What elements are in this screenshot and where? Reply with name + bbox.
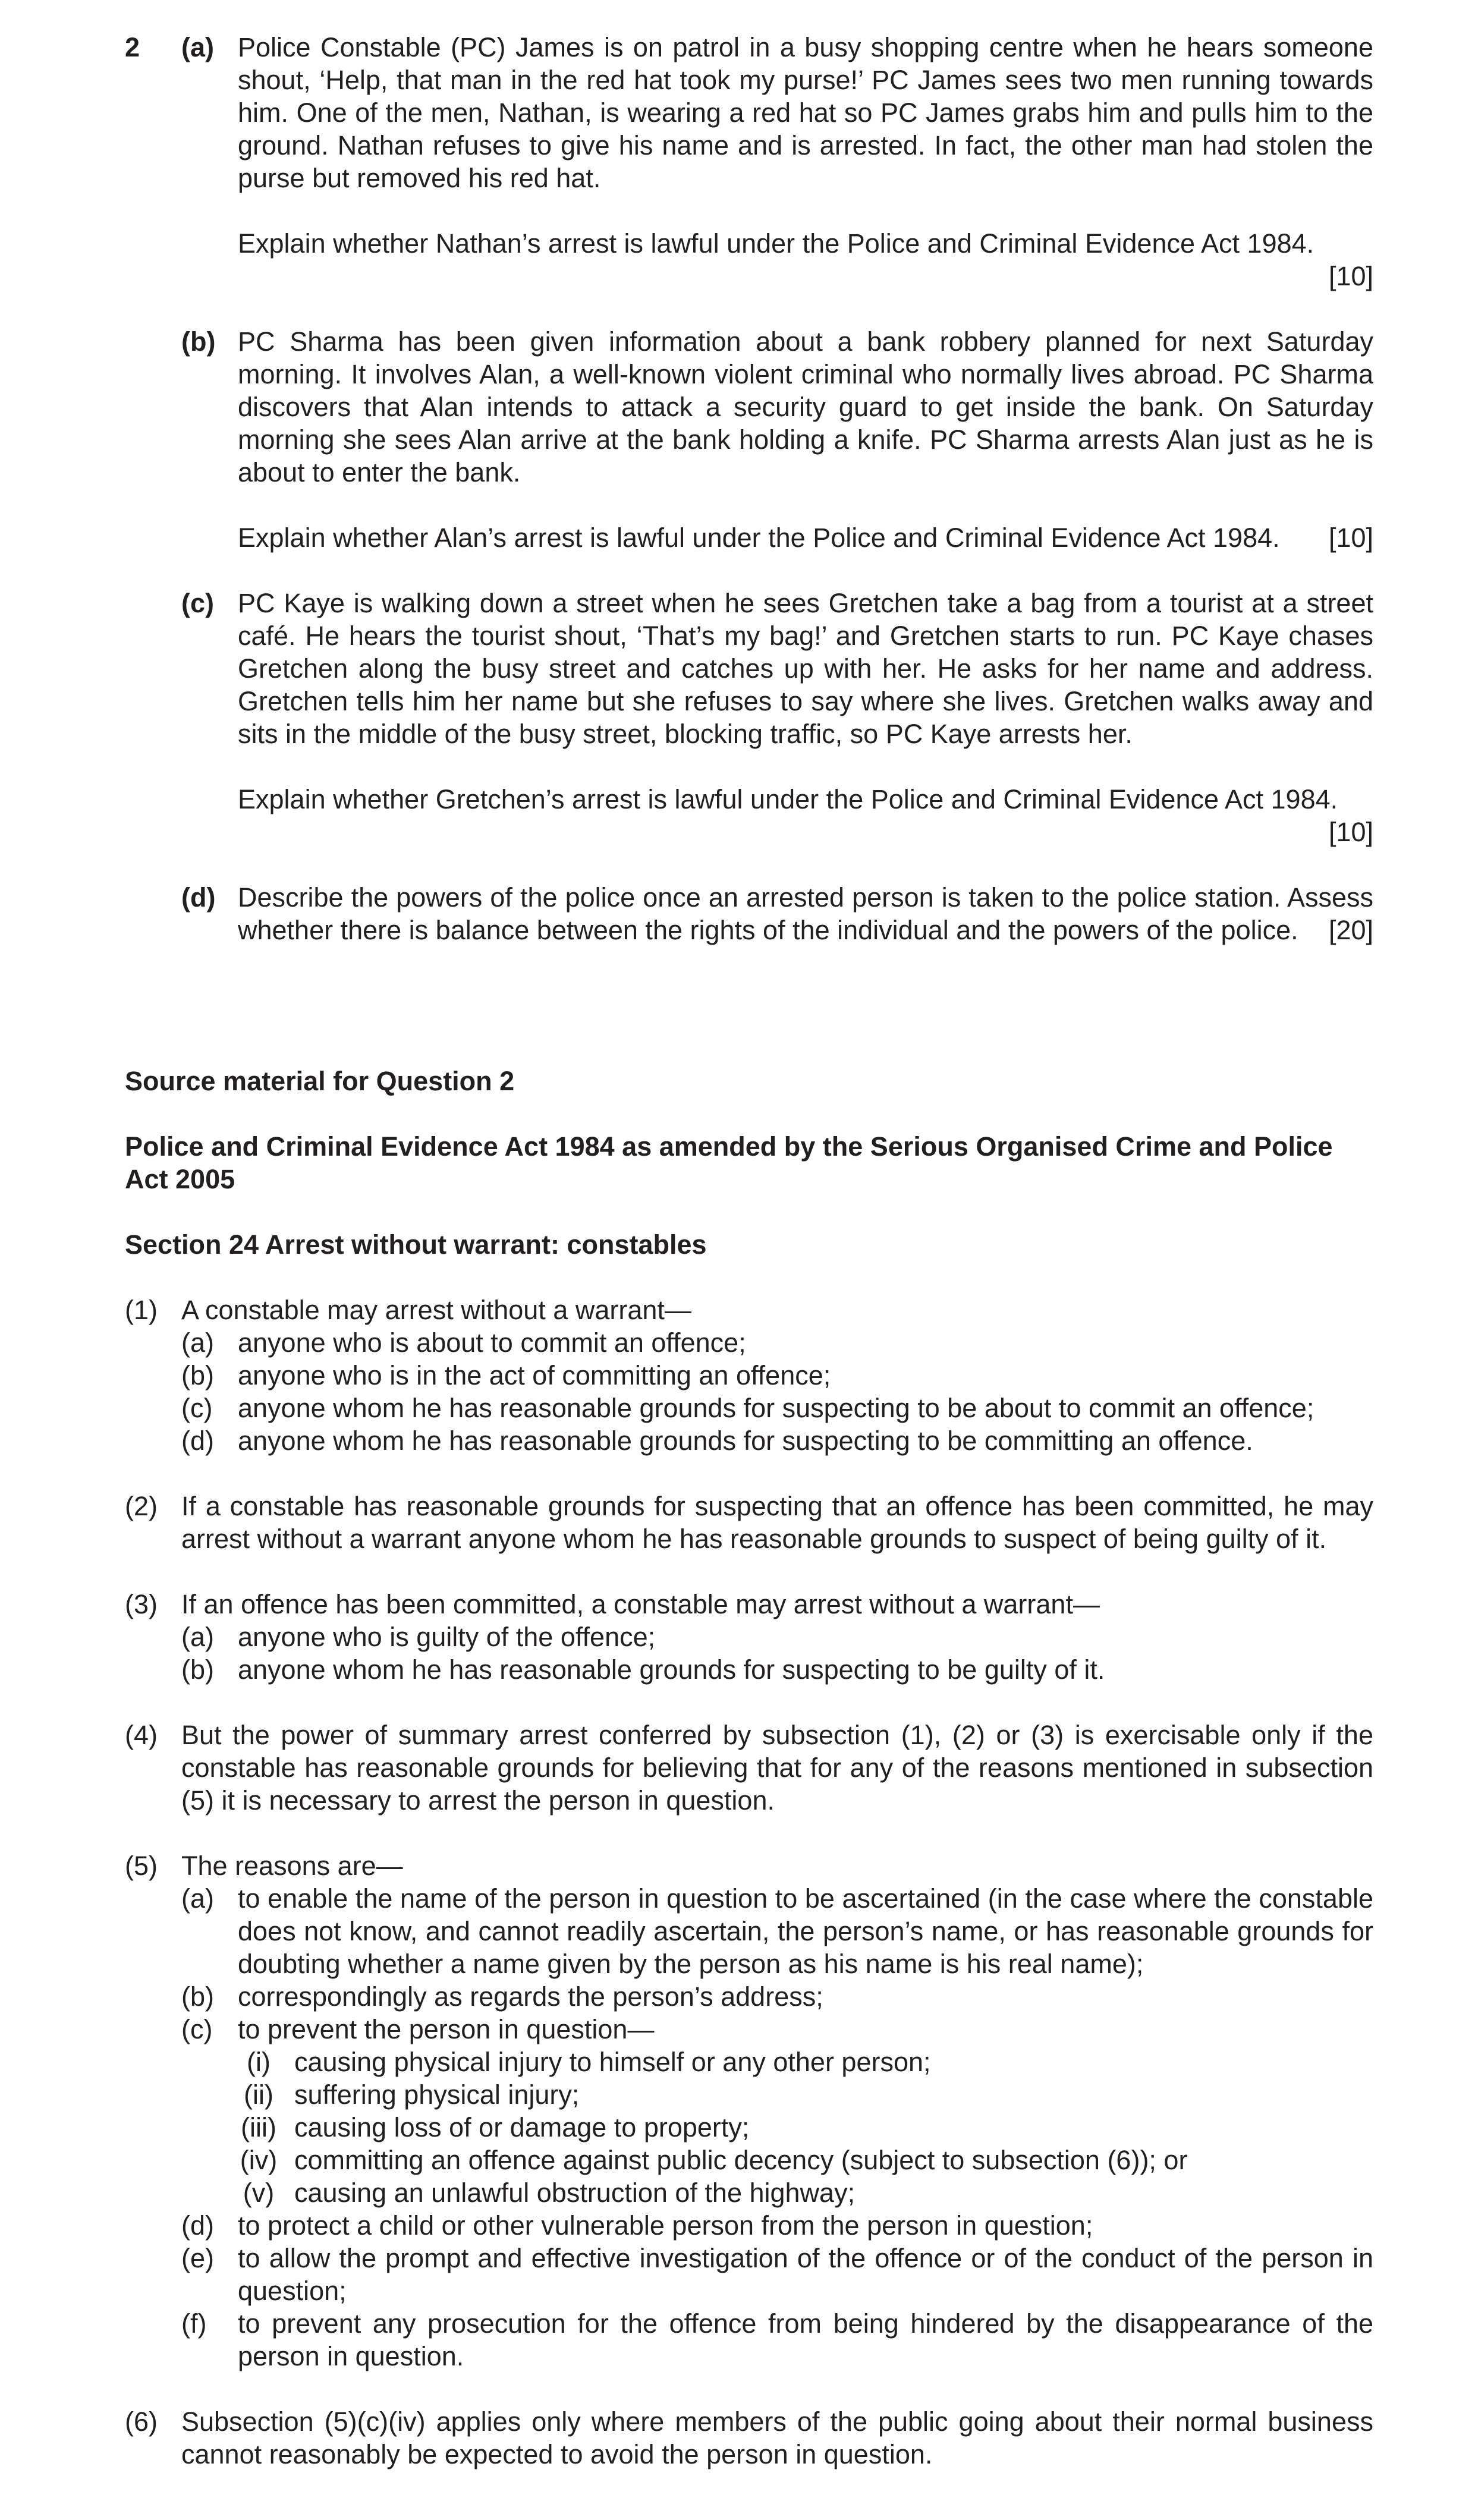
list-item [181,1980,1373,2013]
item-text: anyone who is guilty of the offence; [238,1622,656,1652]
subsection-text: But the power of summary arrest conferred by subsection (1), (2) or (3) is exercisable only if the constable has reasonable grounds for believing that for any of the reasons mentioned in subsection (5) it is necessary to arrest the person in question. [181,1720,1373,1816]
list-item [181,2242,1373,2307]
question-part-b [181,325,1373,554]
part-instruction: Explain whether Alan’s arrest is lawful under the Police and Criminal Evidence Act 1984. [238,523,1280,553]
list-item [181,1326,1373,1359]
item-label: (c) [181,2014,213,2044]
item-label: (a) [181,1327,214,1358]
part-label: (d) [181,882,216,913]
part-marks: [10] [1328,817,1373,847]
part-text: Describe the powers of the police once an arrested person is taken to the police station. Assess whether there is balance between the rights of the individual and the powers of the police. [238,882,1373,945]
sub-item-text: causing an unlawful obstruction of the highway; [294,2178,856,2208]
subsection-1 [125,1294,1373,1457]
subsection-text: A constable may arrest without a warrant— [181,1295,691,1325]
subsection-number: (6) [125,2406,158,2437]
subsection-2 [125,1490,1373,1555]
item-text: to allow the prompt and effective investigation of the offence or of the conduct of the person in question; [238,2243,1373,2306]
subsection-number: (1) [125,1295,158,1325]
subsection-number: (5) [125,1851,158,1881]
part-marks: [20] [1328,915,1373,945]
item-label: (b) [181,1654,214,1685]
item-text: to protect a child or other vulnerable person from the person in question; [238,2210,1093,2241]
part-marks: [10] [1328,261,1373,291]
subsection-text: The reasons are— [181,1851,403,1881]
subsection-text: If a constable has reasonable grounds for suspecting that an offence has been committed, he may arrest without a warrant anyone whom he has reasonable grounds to suspect of being guilty of it. [181,1491,1373,1554]
sub-item-text: suffering physical injury; [294,2079,580,2110]
list-item [181,1653,1373,1686]
subsection-text: Subsection (5)(c)(iv) applies only where members of the public going about their normal business cannot reasonably be expected to avoid the person in question. [181,2406,1373,2469]
section-title: Section 24 Arrest without warrant: constables [125,1229,707,1260]
item-label: (e) [181,2243,214,2273]
sub-list-item [238,2144,1373,2176]
item-label: (b) [181,1360,214,1390]
item-label: (a) [181,1622,214,1652]
part-text: PC Kaye is walking down a street when he sees Gretchen take a bag from a tourist at a street café. He hears the tourist shout, ‘That’s my bag!’ and Gretchen starts to run. PC Kaye chases Gretchen along the busy street and catches up with her. He asks for her name and address. Gretchen tells him her name but she refuses to say where she lives. Gretchen walks away and sits in the middle of the busy street, blocking traffic, so PC Kaye arrests her. [238,588,1373,749]
item-label: (b) [181,1981,214,2012]
subsection-number: (3) [125,1589,158,1619]
question-2 [125,31,1373,946]
sub-list-item [238,2046,1373,2078]
list-item [181,1424,1373,1457]
list-item [181,1359,1373,1392]
subsection-4 [125,1719,1373,1817]
item-text: correspondingly as regards the person’s address; [238,1981,823,2012]
list-item [181,1621,1373,1653]
part-instruction: Explain whether Nathan’s arrest is lawful under the Police and Criminal Evidence Act 1984. [238,228,1314,259]
question-part-a [181,31,1373,292]
item-text: anyone who is in the act of committing an offence; [238,1360,831,1390]
sub-item-label: (iv) [240,2145,278,2175]
question-number: 2 [125,32,140,62]
subsection-6 [125,2405,1373,2471]
part-label: (c) [181,588,214,618]
item-text: anyone whom he has reasonable grounds for suspecting to be committing an offence. [238,1426,1253,1456]
item-label: (d) [181,2210,214,2241]
item-text: to enable the name of the person in question to be ascertained (in the case where the constable does not know, and cannot readily ascertain, the person’s name, or has reasonable grounds for doubting whether a name given by the person as his name is his real name); [238,1883,1373,1979]
part-text: Police Constable (PC) James is on patrol in a busy shopping centre when he hears someone shout, ‘Help, that man in the red hat took my purse!’ PC James sees two men running towards him. One of the men, Nathan, is wearing a red hat so PC James grabs him and pulls him to the ground. Nathan refuses to give his name and is arrested. In fact, the other man had stolen the purse but removed his red hat. [238,32,1373,193]
subsection-number: (2) [125,1491,158,1521]
subsection-5 [125,1849,1373,2373]
item-text: anyone whom he has reasonable grounds for suspecting to be guilty of it. [238,1654,1105,1685]
list-item [181,1392,1373,1424]
part-label: (a) [181,32,214,62]
item-label: (d) [181,1426,214,1456]
subsection-text: If an offence has been committed, a constable may arrest without a warrant— [181,1589,1100,1619]
sub-item-label: (i) [247,2047,271,2077]
act-title: Police and Criminal Evidence Act 1984 as amended by the Serious Organised Crime and Police Act 2005 [125,1131,1333,1194]
item-text: anyone who is about to commit an offence; [238,1327,746,1358]
sub-item-label: (iii) [241,2112,276,2143]
sub-item-text: causing loss of or damage to property; [294,2112,750,2143]
part-marks: [10] [1328,523,1373,553]
question-part-c [181,587,1373,848]
item-text: anyone whom he has reasonable grounds for suspecting to be about to commit an offence; [238,1393,1314,1423]
sub-item-label: (v) [243,2178,275,2208]
sub-list-item [238,2111,1373,2144]
sub-item-label: (ii) [244,2079,273,2110]
sub-list-item [238,2176,1373,2209]
item-label: (f) [181,2308,207,2339]
source-material [125,1065,1373,2471]
list-item [181,1882,1373,1980]
source-heading: Source material for Question 2 [125,1066,515,1096]
list-item [181,2307,1373,2373]
part-instruction: Explain whether Gretchen’s arrest is lawful under the Police and Criminal Evidence Act 1984. [238,784,1338,814]
item-label: (c) [181,1393,213,1423]
subsection-3 [125,1588,1373,1686]
question-part-d [181,881,1373,946]
part-text: PC Sharma has been given information about a bank robbery planned for next Saturday morning. It involves Alan, a well-known violent criminal who normally lives abroad. PC Sharma discovers that Alan intends to attack a security guard to get inside the bank. On Saturday morning she sees Alan arrive at the bank holding a knife. PC Sharma arrests Alan just as he is about to enter the bank. [238,326,1373,487]
item-text: to prevent any prosecution for the offence from being hindered by the disappearance of the person in question. [238,2308,1373,2371]
sub-item-text: committing an offence against public decency (subject to subsection (6)); or [294,2145,1188,2175]
subsection-number: (4) [125,1720,158,1750]
sub-item-text: causing physical injury to himself or any other person; [294,2047,931,2077]
list-item [181,2209,1373,2242]
item-label: (a) [181,1883,214,1914]
list-item [181,2013,1373,2209]
sub-list-item [238,2078,1373,2111]
part-label: (b) [181,326,216,357]
item-text: to prevent the person in question— [238,2014,655,2044]
